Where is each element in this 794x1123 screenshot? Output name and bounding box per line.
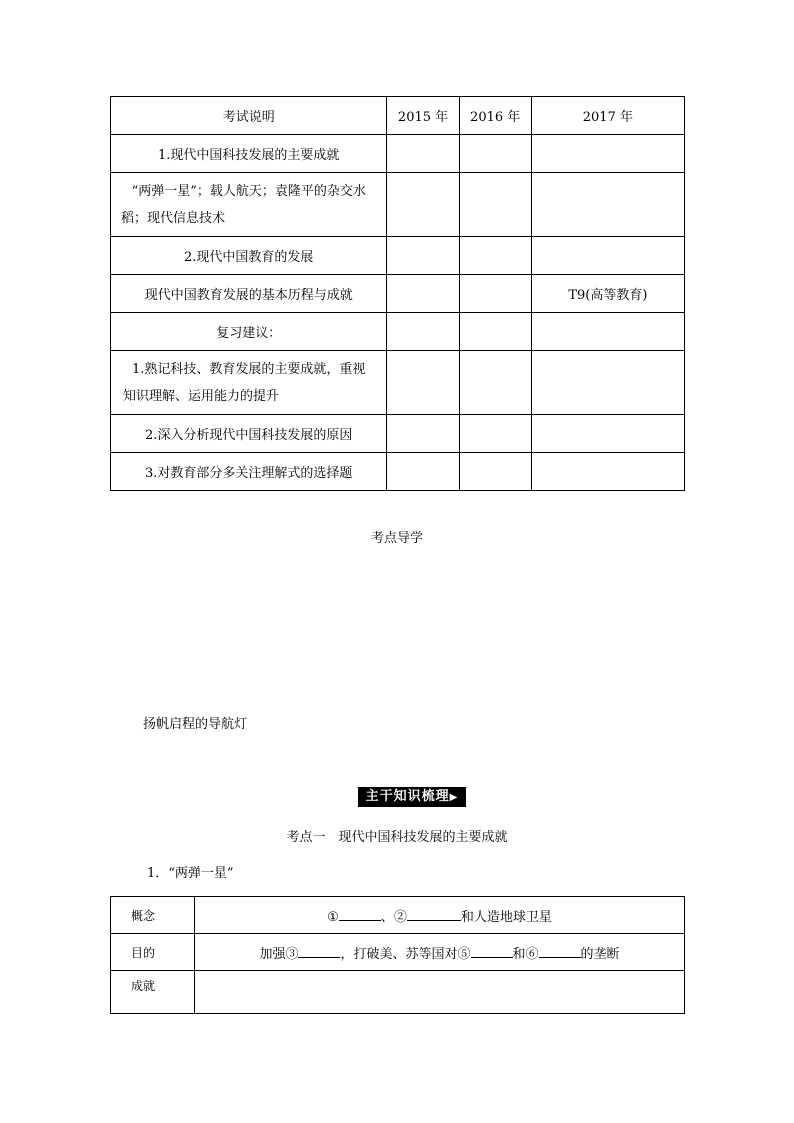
purpose-mid2: 和⑥ <box>512 946 539 962</box>
row-text: 3.对教育部分多关注理解式的选择题 <box>111 453 387 491</box>
fill-blank <box>339 906 381 921</box>
row-text <box>111 351 387 415</box>
fill-blank <box>407 906 461 921</box>
year-cell <box>531 135 684 173</box>
table-row <box>111 173 685 237</box>
purpose-value <box>195 934 685 971</box>
row-text: 复习建议： <box>111 313 387 351</box>
marker: ② <box>393 909 407 925</box>
table-row <box>111 934 685 971</box>
year-cell <box>459 351 531 415</box>
result-value <box>195 971 685 1014</box>
year-cell <box>459 415 531 453</box>
year-cell <box>459 237 531 275</box>
row-text-line: 知识理解、运用能力的提升 <box>123 388 280 404</box>
row-text: 1.现代中国科技发展的主要成就 <box>111 135 387 173</box>
purpose-tail: 的垄断 <box>580 946 620 962</box>
result-label: 成就 <box>111 971 195 1014</box>
year-cell <box>531 351 684 415</box>
table-header-row <box>111 97 685 135</box>
fill-blank <box>471 943 513 958</box>
table-row <box>111 313 685 351</box>
table-row <box>111 237 685 275</box>
table-row <box>111 275 685 313</box>
year-cell <box>459 173 531 237</box>
year-cell: T9(高等教育) <box>531 275 684 313</box>
year-cell <box>531 453 684 491</box>
table-row <box>111 135 685 173</box>
main-knowledge-badge <box>358 787 466 807</box>
subheading: 1．“两弹一星” <box>147 866 234 881</box>
year-cell <box>387 135 459 173</box>
year-cell <box>387 453 459 491</box>
year-cell <box>459 313 531 351</box>
year-cell <box>387 313 459 351</box>
purpose-label: 目的 <box>111 934 195 971</box>
header-cell: 2016 年 <box>459 97 531 135</box>
row-text-line: 1.熟记科技、教育发展的主要成就，重视 <box>132 361 366 377</box>
table-row <box>111 453 685 491</box>
section-heading: 考点导学 <box>370 531 423 546</box>
year-cell <box>531 415 684 453</box>
concept-value <box>195 897 685 934</box>
topic-heading: 考点一 现代中国科技发展的主要成就 <box>286 830 508 845</box>
fill-blank <box>539 943 581 958</box>
table-row <box>111 415 685 453</box>
arrow-icon: ▶ <box>449 792 459 803</box>
table-row <box>111 897 685 934</box>
sail-label: 扬帆启程的导航灯 <box>143 717 248 732</box>
row-text: 2.现代中国教育的发展 <box>111 237 387 275</box>
row-text-line: 稻；现代信息技术 <box>121 210 226 226</box>
year-cell <box>387 275 459 313</box>
year-cell <box>387 415 459 453</box>
row-text-line: “两弹一星”；载人航天；袁隆平的杂交水 <box>131 183 366 199</box>
year-cell <box>387 351 459 415</box>
exam-requirements-table <box>110 96 685 491</box>
two-bombs-one-satellite-table <box>110 896 685 1014</box>
purpose-mid1: ，打破美、苏等国对⑤ <box>340 946 471 962</box>
purpose-pre: 加强③ <box>259 946 299 962</box>
concept-label: 概念 <box>111 897 195 934</box>
year-cell <box>531 313 684 351</box>
table-row <box>111 971 685 1014</box>
row-text: 现代中国教育发展的基本历程与成就 <box>111 275 387 313</box>
header-cell: 2017 年 <box>531 97 684 135</box>
year-cell <box>531 237 684 275</box>
marker: ① <box>327 909 339 925</box>
row-text <box>111 173 387 237</box>
year-cell <box>387 237 459 275</box>
year-cell <box>531 173 684 237</box>
year-cell <box>459 135 531 173</box>
table-row <box>111 351 685 415</box>
year-cell <box>387 173 459 237</box>
header-cell: 考试说明 <box>111 97 387 135</box>
year-cell <box>459 453 531 491</box>
fill-blank <box>298 943 340 958</box>
row-text: 2.深入分析现代中国科技发展的原因 <box>111 415 387 453</box>
separator: 、 <box>380 909 394 925</box>
year-cell <box>459 275 531 313</box>
badge-label: 主干知识梳理 <box>365 789 450 804</box>
header-cell: 2015 年 <box>387 97 459 135</box>
concept-tail: 和人造地球卫星 <box>460 909 552 925</box>
